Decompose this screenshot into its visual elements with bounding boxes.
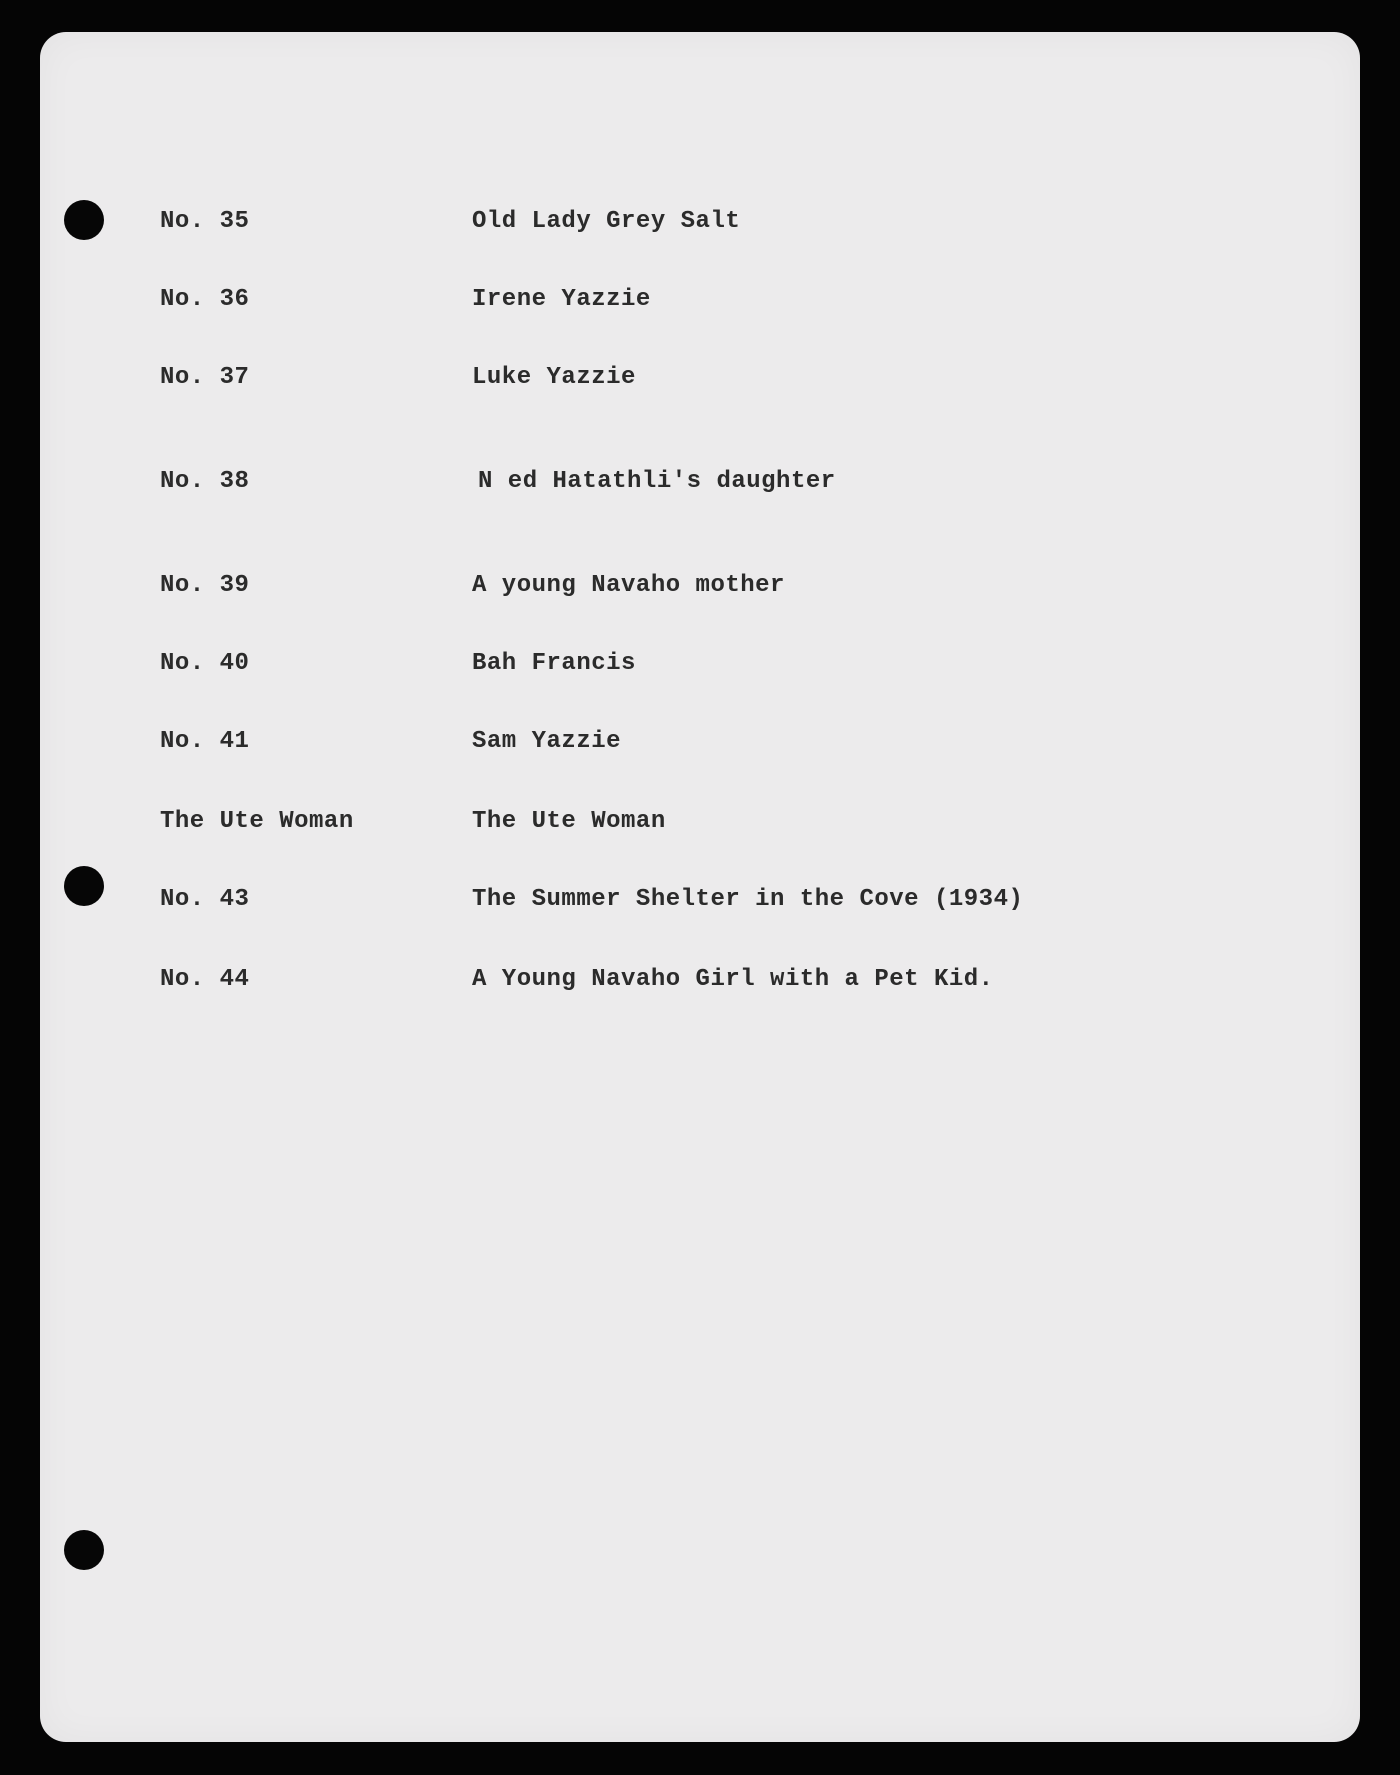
entry-title: N ed Hatathli's daughter — [478, 468, 836, 495]
list-item — [40, 882, 1360, 918]
entry-title: A young Navaho mother — [472, 572, 785, 599]
entry-title: The Ute Woman — [472, 808, 666, 835]
entry-number: No. 38 — [160, 468, 250, 495]
entry-title: The Summer Shelter in the Cove (1934) — [472, 886, 1024, 913]
entry-number: No. 44 — [160, 966, 250, 993]
entry-title: A Young Navaho Girl with a Pet Kid. — [472, 966, 994, 993]
list-item — [40, 360, 1360, 396]
list-item — [40, 962, 1360, 998]
entry-number: The Ute Woman — [160, 808, 354, 835]
document-page — [40, 32, 1360, 1742]
entry-title: Luke Yazzie — [472, 364, 636, 391]
list-item — [40, 804, 1360, 840]
entry-title: Old Lady Grey Salt — [472, 208, 741, 235]
entry-number: No. 40 — [160, 650, 250, 677]
binder-hole — [64, 1530, 104, 1570]
entry-number: No. 36 — [160, 286, 250, 313]
entry-number: No. 43 — [160, 886, 250, 913]
list-item — [40, 568, 1360, 604]
entry-number: No. 39 — [160, 572, 250, 599]
list-item — [40, 282, 1360, 318]
list-item — [40, 646, 1360, 682]
entry-title: Sam Yazzie — [472, 728, 622, 755]
entry-number: No. 35 — [160, 208, 250, 235]
list-item — [40, 464, 1360, 500]
list-item — [40, 204, 1360, 240]
entry-title: Irene Yazzie — [472, 286, 651, 313]
entry-title: Bah Francis — [472, 650, 636, 677]
entry-number: No. 37 — [160, 364, 250, 391]
list-item — [40, 724, 1360, 760]
entry-number: No. 41 — [160, 728, 250, 755]
